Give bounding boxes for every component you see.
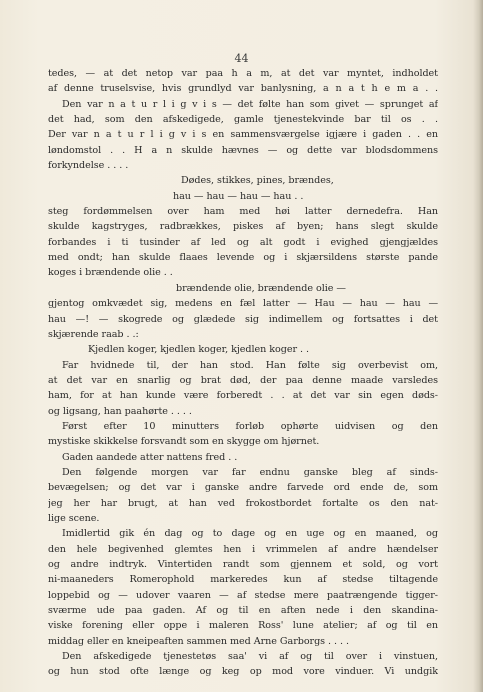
text-line: Den var n a t u r l i g v i s — det følte han som givet — sprunget af bbox=[62, 98, 438, 110]
text-line: bevægelsen; og det var i ganske andre farvede ord ende de, som bbox=[48, 482, 438, 494]
verse-line: Dødes, stikkes, pines, brændes, bbox=[181, 175, 334, 187]
text-line: ni-maaneders Romerophold markeredes kun af stedse tiltagende bbox=[48, 574, 438, 586]
text-line: og ligsang, han paahørte . . . . bbox=[48, 405, 192, 417]
body-text bbox=[48, 66, 438, 680]
text-line: med ondt; han skulde flaaes levende og i skjærsildens største pande bbox=[48, 252, 438, 264]
text-line: Far hvidnede til, der han stod. Han følte sig overbevist om, bbox=[62, 359, 438, 371]
text-line: forkyndelse . . . . bbox=[48, 160, 129, 172]
verse-line: Kjedlen koger, kjedlen koger, kjedlen koger . . bbox=[88, 344, 310, 356]
page-edge-shadow bbox=[473, 0, 483, 692]
text-line: mystiske skikkelse forsvandt som en skygge om hjørnet. bbox=[48, 436, 320, 448]
text-line: koges i brændende olie . . bbox=[48, 267, 173, 279]
text-line: middag eller en kneipeaften sammen med Arne Garborgs . . . . bbox=[48, 635, 350, 647]
text-line: Først efter 10 minutters forløb ophørte uidvisen og den bbox=[62, 420, 438, 432]
text-line: at det var en snarlig og brat død, der paa denne maade varsledes bbox=[48, 374, 438, 386]
text-line: ham, for at han kunde være forberedt . . at det var sin egen døds- bbox=[48, 390, 438, 402]
text-line: skjærende raab . .: bbox=[48, 328, 139, 340]
text-line: sværme ude paa gaden. Af og til en aften nede i den skandina- bbox=[48, 605, 438, 617]
text-line: hau —! — skogrede og glædede sig indimellem og fortsattes i det bbox=[48, 313, 438, 325]
text-line: og hun stod ofte længe og keg op mod vore vinduer. Vi undgik bbox=[48, 666, 438, 678]
text-line: den hele begivenhed glemtes hen i vrimmelen af andre hændelser bbox=[48, 543, 438, 555]
text-line: viske forening eller oppe i maleren Ross' lune atelier; af og til en bbox=[48, 620, 438, 632]
text-line: skulde kagstryges, radbrækkes, piskes af byen; hans slegt skulde bbox=[48, 221, 438, 233]
text-line: Den følgende morgen var far endnu ganske bleg af sinds- bbox=[62, 466, 438, 478]
text-line: tedes, — at det netop var paa h a m, at det var myntet, indholdet bbox=[48, 68, 438, 79]
text-line: forbandes i ti tusinder af led og alt godt i evighed gjengjældes bbox=[48, 236, 438, 248]
text-line: og andre indtryk. Vintertiden randt som gjennem et sold, og vort bbox=[48, 559, 438, 570]
text-line: Imidlertid gik én dag og to dage og en uge og en maaned, og bbox=[62, 528, 438, 540]
text-line: Der var n a t u r l i g v i s en sammensværgelse igjære i gaden . . en bbox=[48, 129, 438, 141]
text-line: steg fordømmelsen over ham med høi latter dernedefra. Han bbox=[48, 206, 438, 218]
page-number: 44 bbox=[234, 52, 249, 65]
verse-line: brændende olie, brændende olie — bbox=[176, 282, 346, 294]
text-line: gjentog omkvædet sig, medens en fæl latter — Hau — hau — hau — bbox=[48, 298, 438, 310]
text-line: lige scene. bbox=[48, 512, 100, 524]
text-line: Gaden aandede atter nattens fred . . bbox=[62, 451, 238, 463]
text-line: det had, som den afskedigede, gamle tjenestekvinde bar til os . . bbox=[48, 114, 438, 126]
text-line: loppebid og — udover vaaren — af stedse mere paatrængende tigger- bbox=[48, 589, 438, 601]
text-line: Den afskedigede tjenestetøs saa' vi af og til over i vinstuen, bbox=[62, 651, 438, 663]
text-line: af denne truselsvise, hvis grundlyd var banlysning, a n a t h e m a . . bbox=[48, 83, 438, 95]
verse-line: hau — hau — hau — hau . . bbox=[173, 190, 304, 202]
text-line: jeg her har brugt, at han ved frokostbordet fortalte os den nat- bbox=[48, 497, 438, 509]
text-line: løndomstol . . H a n skulde hævnes — og dette var blodsdommens bbox=[48, 144, 438, 156]
